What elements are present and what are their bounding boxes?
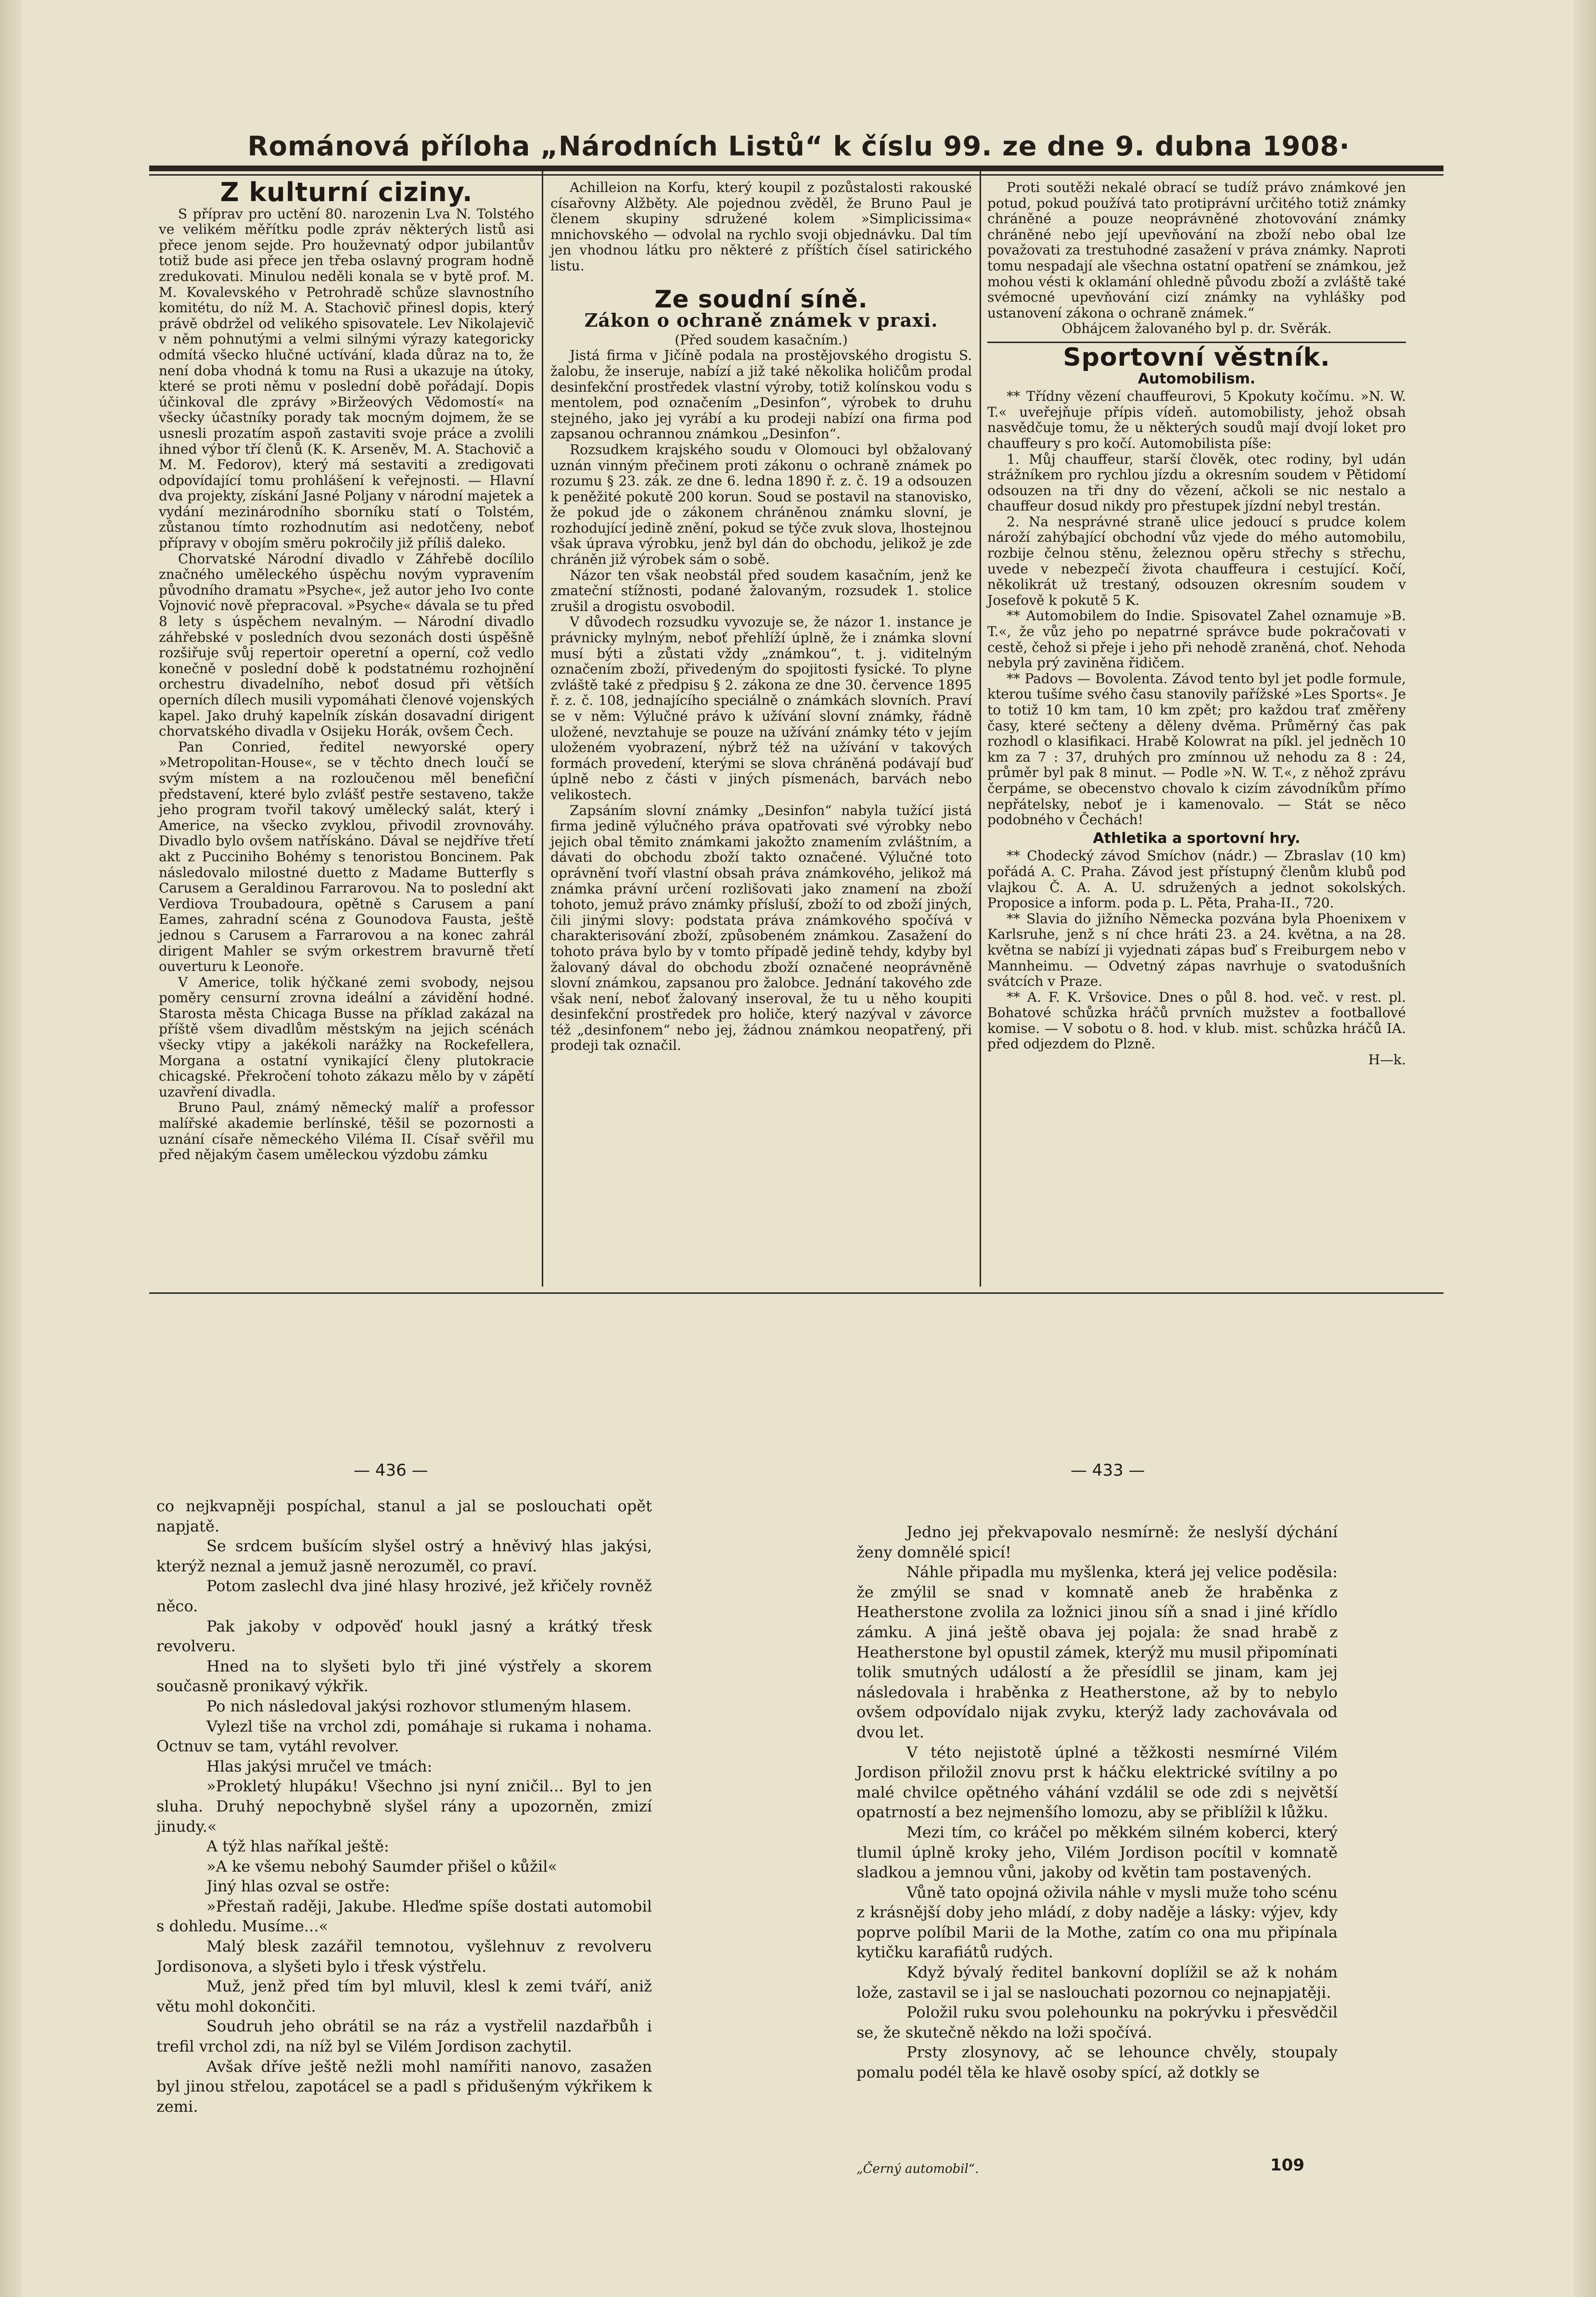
paragraph: Vylezl tiše na vrchol zdi, pomáhaje si rukama i nohama. Octnuv se tam, vytáhl revolver. [156,1717,652,1756]
paragraph: »A ke všemu nebohý Saumder přišel o kůžil« [206,1857,558,1876]
paragraph: ** Padovs — Bovolenta. Závod tento byl jet podle formule, kterou tušíme svého času stanovily pařížské »Les Sports«. Je to totiž 10 km tam, 10 km zpět; pro každou trať změřeny časy, které sečteny a děleny dvěma. Průměrný čas pak rozhodl o klasifikaci. Hrabě Kolowrat na píkl. jel jedněch 10 km za 7 : 37, druhých pro zmínnou už nehodu za 8 : 24, průměr byl pak 8 minut. — Podle »N. W. T.«, z něhož zprávu čerpáme, se obecenstvo chovalo k cizím závodníkům přímo nepřátelsky, neboť je i kamenovalo. — Stát se něco podobného v Čechách! [987,670,1406,828]
paragraph: Hned na to slyšeti bylo tři jiné výstřely a skorem současně pronikavý výkřik. [156,1657,652,1696]
paragraph: Když bývalý ředitel bankovní doplížil se až k nohám lože, zastavil se i jal se naslouchati pozornou co nejnapjatěji. [856,1963,1338,2002]
signature: H—k. [1368,1052,1406,1068]
subsection-heading: Athletika a sportovní hry. [1093,829,1301,847]
section-heading: Z kulturní ciziny. [220,177,473,207]
paragraph: Achilleion na Korfu, který koupil z pozůstalosti rakouské císařovny Alžběty. Ale pojednou zvěděl, že Bruno Paul je členem skupiny sdružené kolem »Simplicissima« mnichovského — odvolal na rychlo svoji objednávku. Dal tím jen vhodnou látku pro některé z příštích čísel satirického listu. [550,179,972,274]
paper-edge-right [1574,0,1596,2297]
paragraph: V této nejistotě úplné a těžkosti nesmírné Vilém Jordison přiložil znovu prst k háčku elektrické svítilny a po malé chvilce opětného váhání vzdálil se ode zdi s největší opatrností a bez nejmenšího lomozu, aby se přiblížil k lůžku. [856,1743,1338,1822]
paragraph: Se srdcem bušícím slyšel ostrý a hněvivý hlas jakýsi, kterýž neznal a jemuž jasně nerozuměl, co praví. [156,1537,652,1575]
article-body [159,206,534,1163]
paragraph: Vůně tato opojná oživila náhle v mysli muže toho scénu z krásnější doby jeho mládí, z doby naděje a lásky: výjev, kdy poprve políbil Marii de la Mothe, zatím co ona mu připínala kytičku karafiátů rudých. [856,1883,1338,1962]
paragraph: ** Třídny vězení chauffeurovi, 5 Kpokuty kočímu. »N. W. T.« uveřejňuje přípis vídeň. automobilisty, jehož obsah nasvědčuje tomu, že u některých soudů mají dvojí loket pro chauffeury s pro kočí. Automobilista píše: [987,388,1406,451]
page-number: — 436 — [354,1461,428,1480]
subsection-heading: Automobilism. [1137,370,1256,387]
paragraph: Zapsáním slovní známky „Desinfon“ nabyla tužící jistá firma jedině výlučného práva opatřovati své výrobky nebo jejich obal těmito známkami jakožto znamením zvláštním, a dávati do obchodu zboží takto označené. Výlučné toto oprávnění tvoří vlastní obsah práva známkového, jelikož má známka právní určení rozlišovati jako znamení na zboží tohoto, jemuž právo známky přísluší, zboží to od zboží jiných, čili jinými slovy: podstata práva známkového spočívá v charakterisování zboží, způsobeném známkou. Zasažení do tohoto práva bylo by v tomto případě jedině tehdy, kdyby byl žalovaný dával do obchodu zboží označené neoprávněně slovní známkou, zapsanou pro žalobce. Jednání takového zde však není, neboť žalovaný inseroval, že tu u něho koupiti desinfekční prostředek pro holiče, který nazýval v závorce též „desinfonem“ nebo jej, žádnou známkou neopatřený, při prodeji tak označil. [550,802,972,1054]
masthead-rule-thin [149,174,1443,176]
article-subtitle: (Před soudem kasačním.) [675,332,848,348]
paragraph: ** Slavia do jižního Německa pozvána byla Phoenixem v Karlsruhe, jenž s ní chce hráti 23. a 24. května, a na 28. května se nabízí ji vyjednati zápas buď s Freiburgem nebo v Mannheimu. — Odvetný zápas navrhuje o svatodušních svátcích v Praze. [987,910,1406,990]
column-rule [980,166,981,1287]
page-number: — 433 — [1071,1461,1145,1480]
article-body [550,348,972,1054]
column-rule [542,166,543,1287]
paragraph: co nejkvapněji pospíchal, stanul a jal se poslouchati opět napjatě. [156,1497,652,1535]
article-title: Zákon o ochraně známek v praxi. [584,309,938,332]
paragraph: Soudruh jeho obrátil se na ráz a vystřelil nazdařbůh i trefil vrchol zdi, na níž byl se Vilém Jordison zachytil. [156,2017,652,2056]
column-kulturni [159,177,534,1163]
novel-page-left [156,1496,652,2117]
paragraph: 2. Na nesprávné straně ulice jedoucí s prudce kolem nároží zahýbající obchodní vůz vjede do mého automobilu, rozbije čelnou stěnu, železnou opěru střechy s střechu, uvede v nebezpečí života chauffeura i cestující. Kočí, několikrát už trestaný, odsouzen okresním soudem v Josefově k pokutě 5 K. [987,513,1406,608]
paragraph: Bruno Paul, známý německý malíř a professor malířské akademie berlínské, těšil se pozornosti a uznání císaře německého Viléma II. Císař svěřil mu před nějakým časem uměleckou výzdobu zámku [159,1099,534,1163]
novel-page-right [856,1522,1338,2083]
paragraph: ** Chodecký závod Smíchov (nádr.) — Zbraslav (10 km) pořádá A. C. Praha. Závod jest přístupný členům klubů pod vlajkou Č. A. A. U. sdružených a jednot sokolských. Proposice a inform. poda p. L. Pěta, Praha-II., 720. [987,848,1406,911]
page-fold-rule [149,1292,1443,1294]
paragraph: V Americe, tolik hýčkané zemi svobody, nejsou poměry censurní zrovna ideální a závidění hodné. Starosta města Chicaga Busse na příklad zakázal na příště všem divadlům městským na jejich scénách všecky vtipy a jakékoli narážky na Rockefellera, Morgana a ostatní vynikající členy plutokracie chicagské. Překročení tohoto zákazu mělo by v zápětí uzavření divadla. [159,974,534,1100]
paragraph: Mezi tím, co kráčel po měkkém silném koberci, který tlumil úplně kroky jeho, Vilém Jordison pocítil v komnatě sladkou a jemnou vůni, jakoby od květin tam postavených. [856,1823,1338,1882]
article-body [550,180,972,274]
paragraph: Malý blesk zazářil temnotou, vyšlehnuv z revolveru Jordisonova, a slyšeti bylo i třesk výstřelu. [156,1937,652,1976]
separator [987,342,1406,343]
paragraph: Chorvatské Národní divadlo v Záhřebě docílilo značného uměleckého úspěchu novým vypravením původního dramatu »Psyche«, jež autor jeho Ivo conte Vojnović nově přepracoval. »Psyche« dávala se tu před 8 lety s úspěchem nevalným. — Národní divadlo záhřebské v posledních dvou sezonách dosti úspěšně rozšiřuje svůj repertoir operetní a operní, což vedlo konečně v poslední době k podstatnému rozhojnění orchestru divadelního, neboť dosud při větších operních dílech musili vypomáhati členové vojenských kapel. Jako druhý kapelník získán dosavadní dirigent chorvatského divadla v Osijeku Horák, ovšem Čech. [159,550,534,740]
paragraph: ** Automobilem do Indie. Spisovatel Zahel oznamuje »B. T.«, že vůz jeho po nepatrné správce bude pokračovati v cestě, čehož si přeje i jeho při nehodě zraněná, choť. Nehoda nebyla prý zaviněna řidičem. [987,608,1406,671]
paragraph: Rozsudkem krajského soudu v Olomouci byl obžalovaný uznán vinným přečinem proti zákonu o ochraně známek po rozumu § 23. zák. ze dne 6. ledna 1890 ř. z. č. 19 a odsouzen k peněžité pokutě 200 korun. Soud se postavil na stanovisko, že pokud jde o zákonem chráněnou známku slovní, je rozhodující jedině znění, pokud se týče zvuk slova, lhostejnou však úprava výrobku, jenž byl dán do obchodu, jelikož je zde chráněn již výrobek sám o sobě. [550,441,972,568]
paragraph: Jiný hlas ozval se ostře: [206,1877,390,1896]
column-soudni [550,180,972,1054]
article-body [987,848,1406,1052]
column-sport [987,180,1406,1068]
novel-title: „Černý automobil“. [856,2162,979,2176]
paragraph: Jistá firma v Jičíně podala na prostějovského drogistu S. žalobu, že inseruje, nabízí a již také několika holičům prodal desinfekční prostředek vlastní výroby, totiž kolínskou vodu s mentolem, pod označením „Desinfon“, výrobek to druhu stejného, jako jej vyrábí a ku prodeji nabízí ona firma pod zapsanou ochrannou známkou „Desinfon“. [550,347,972,442]
paragraph: Avšak dříve ještě nežli mohl namířiti nanovo, zasažen byl jinou střelou, zapotácel se a padl s přidušeným výkřikem k zemi. [156,2057,652,2116]
paragraph: Názor ten však neobstál před soudem kasačním, jenž ke zmateční stížnosti, podané žalovaným, rozsudek 1. stolice zrušil a drogistu osvobodil. [550,567,972,614]
paper-edge-left [0,0,22,2297]
paragraph: ** A. F. K. Vršovice. Dnes o půl 8. hod. več. v rest. pl. Bohatové schůzka hráčů prvních mužstev a footballové komise. — V sobotu o 8. hod. v klub. mist. schůzka hráčů IA. před odjezdem do Plzně. [987,989,1406,1052]
paragraph: 1. Můj chauffeur, starší člověk, otec rodiny, byl udán strážníkem pro rychlou jízdu a okresním soudem v Pětidomí odsouzen na tři dny do vězení, ačkoli se nic nestalo a chauffeur dosud nikdy pro přestupek jízdní nebyl trestán. [987,451,1406,514]
paragraph: Jedno jej překvapovalo nesmírně: že neslyší dýchání ženy domnělé spicí! [856,1523,1338,1561]
paragraph: S příprav pro uctění 80. narozenin Lva N. Tolstého ve velikém měřítku podle zpráv některých listů asi přece jenom sejde. Pro houževnatý odpor jubilantův totiž bude asi přece jen třeba oslavný program hodně zredukovati. Minulou neděli konala se v bytě prof. M. M. Kovalevského v Petrohradě schůze slavnostního komitétu, do níž M. A. Stachovič přinesl dopis, který právě obdržel od velikého spisovatele. Lev Nikolajevič v něm pohnutými a velmi silnými výrazy kategoricky odmítá všecko hlučné uctívání, klada důraz na to, že není doba vhodná k tomu na Rusi a ukazuje na útoky, které se proti němu v poslední době pořádají. Dopis účinkoval dle zprávy »Biržeových Vědomostí« na všecky účastníky porady tak mocným dojmem, že se usnesli prozatím aspoň zastaviti svoje práce a zvolili ihned výbor tří členů (K. K. Arseněv, M. A. Stachovič a M. M. Fedorov), který má sestaviti a zredigovati odpovídající tomu prohlášení k veřejnosti. — Hlavní dva projekty, získání Jasné Poljany v národní majetek a vydání mezinárodního sborníku statí o Tolstém, zůstanou tímto rozhodnutím asi nedotčeny, neboť přípravy v obojím směru pokročily již příliš daleko. [159,205,534,551]
masthead-rule [149,166,1443,171]
paragraph: Náhle připadla mu myšlenka, která jej velice poděsila: že zmýlil se snad v komnatě aneb že hraběnka z Heatherstone zvolila za ložnici jinou síň a snad i jiné křídlo zámku. A jiná ještě obava jej pojala: že snad hrabě z Heatherstone byl opustil zámek, kterýž mu musil připomínati tolik smutných událostí a že přesídlil se jinam, kam jej následovala i hraběnka z Heatherstone, až by to nebylo ovšem odpovídalo nijak zvyku, kterýž lady zachovávala od dvou let. [856,1563,1338,1741]
section-heading: Sportovní věstník. [1063,343,1330,372]
paragraph: Hlas jakýsi mručel ve tmách: [206,1757,433,1775]
paragraph: Prsty zlosynovy, ač se lehounce chvěly, stoupaly pomalu podél těla ke hlavě osoby spící, až dotkly se [856,2043,1338,2082]
paragraph: »Přestaň raději, Jakube. Hleďme spíše dostati automobil s dohledu. Musíme...« [156,1897,652,1936]
article-body [987,180,1406,321]
paragraph: Proti soutěži nekalé obrací se tudíž právo známkové jen potud, pokud používá tato protiprávní určitého totiž známky chráněné a pouze neoprávněné zhotovování známky chráněné nebo její upevňování na zboží nebo obal lze považovati za trestuhodné zasažení v práva známky. Naproti tomu nespadají ale všechna ostatní opatření se známkou, jež mohou vésti k oklamání ohledně původu zboží a zvláště také svémocné upevňování cizí známky na vyhlášky pod ustanovení zákona o ochraně známek.“ [987,179,1406,321]
paragraph: Potom zaslechl dva jiné hlasy hrozivé, jež křičely rovněž něco. [156,1577,652,1615]
paragraph: A týž hlas naříkal ještě: [206,1837,389,1856]
section-heading: Ze soudní síně. [654,285,868,313]
paragraph: Po nich následoval jakýsi rozhovor stlumeným hlasem. [206,1697,632,1715]
article-body [987,389,1406,828]
paragraph: Muž, jenž před tím byl mluvil, klesl k zemi tváří, aniž větu mohl dokončiti. [156,1977,652,2016]
paragraph: Pak jakoby v odpověď houkl jasný a krátký třesk revolveru. [156,1617,652,1656]
masthead: Románová příloha „Národních Listů“ k číslu 99. ze dne 9. dubna 1908· [247,131,1350,162]
paragraph: Pan Conried, ředitel newyorské opery »Metropolitan-House«, se v těchto dnech loučí se svým místem a na rozloučenou měl benefiční představení, které bylo zvlášť pestře sestaveno, takže jeho program tvořil takový umělecký salát, který i Americe, na všecko zvyklou, přivodil zrovnováhy. Divadlo bylo ovšem natřískáno. Dával se nejdříve třetí akt z Pucciniho Bohémy s tenoristou Boncinem. Pak následovalo milostné duetto z Madame Butterfly s Carusem a Geraldinou Farrarovou. Na to poslední akt Verdiova Troubadoura, opětně s Carusem a paní Eames, zahradní scéna z Gounodova Fausta, ještě jednou s Carusem a Farrarovou a na konec zahrál dirigent Mahler se svým orkestrem bravurně třetí ouverturu k Leonoře. [159,739,534,975]
paragraph: »Prokletý hlupáku! Všechno jsi nyní zničil... Byl to jen sluha. Druhý nepochybně slyšel rány a upozorněn, zmizí jinudy.« [156,1777,652,1836]
defender-line: Obhájcem žalovaného byl p. dr. Svěrák. [1061,320,1332,337]
folio-number: 109 [1270,2156,1304,2175]
paragraph: V důvodech rozsudku vyvozuje se, že názor 1. instance je právnicky mylným, neboť přehlíží úplně, že i známka slovní musí býti a zůstati vždy „známkou“, t. j. viditelným označením zboží, přivedeným do spojitosti fysické. To plyne zvláště také z předpisu § 2. zákona ze dne 30. července 1895 ř. z. č. 108, jednajícího speciálně o známkách slovních. Praví se v něm: Výlučné právo k užívání slovní známky, řádně uložené, nevztahuje se pouze na užívání známky této v jejím uloženém vyobrazení, nýbrž též na užívání v takových formách provedení, kterými se slova chráněná podávají buď úplně nebo z části v jiných písmenách, barvách nebo velikostech. [550,614,972,803]
paragraph: Položil ruku svou polehounku na pokrývku i přesvědčil se, že skutečně někdo na loži spočívá. [856,2003,1338,2042]
